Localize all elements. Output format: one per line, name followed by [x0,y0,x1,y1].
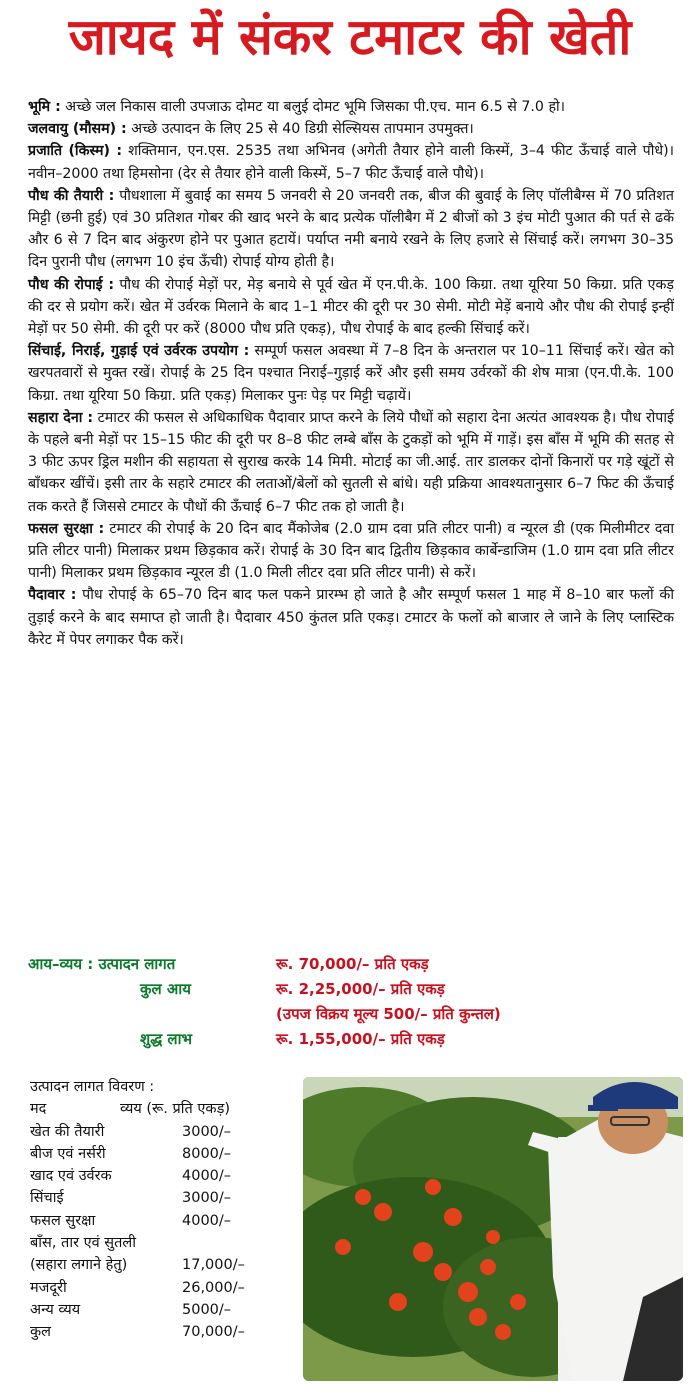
farmer-tomato-photo [303,1077,683,1381]
section-text: टमाटर की फसल से अधिकाधिक पैदावार प्राप्त करने के लिये पौधों को सहारा देना अत्यंत आवश्यक है। पौध रोपाई के पहले बनी मेड़ों पर 15–15 फीट की दूरी पर 8–8 फीट लम्बे बाँस के टुकड़ों को भूमि में गाड़ें। इस बाँस में भूमि की सतह से 3 फीट ऊपर ड्रिल मशीन की सहायता से सुराख करके 14 मिमी. मोटाई का जी.आई. तार डालकर दोनों किनारों पर गड़े खूंटों से बाँधकर खींचें। इसी तार के सहारे टमाटर की लताओं/बेलों को सुतली से बांधे। यही प्रक्रिया आवश्यतानुसार 6–7 फिट की ऊँचाई तक करते हैं जिससे टमाटर के पौधों की ऊँचाई 6–7 फीट तक हो जाती है। [28,409,675,515]
section-text: टमाटर की रोपाई के 20 दिन बाद मैंकोजेब (2.0 ग्राम दवा प्रति लीटर पानी) व न्यूरल डी (एक मिलीमीटर दवा प्रति लीटर पानी) मिलाकर प्रथम छिड़काव करें। रोपाई के 30 दिन बाद द्वितीय छिड़काव कार्बेन्डाजिम (1.0 ग्राम दवा प्रति लीटर पानी) मिलाकर प्रथम छिड़काव न्यूरल डी (1.0 मिली लीटर दवा प्रति लीटर पानी) से करें। [28,520,674,582]
section-text: शक्तिमान, एन.एस. 2535 तथा अभिनव (अगेती तैयार होने वाली किस्में, 3–4 फीट ऊँचाई वाले पौधे)। नवीन–2000 तथा हिमसोना (देर से तैयार होने वाली किस्में, 5–7 फीट ऊँचाई वाले पौधे)। [28,143,675,182]
cost-value [230,1232,300,1254]
finance-label: शुद्ध लाभ [140,1030,193,1048]
table-row [30,1277,300,1299]
section-text: पौध की रोपाई मेड़ों पर, मेड़ बनाये से पूर्व खेत में एन.पी.के. 100 किग्रा. तथा यूरिया 50 किग्रा. प्रति एकड़ की दर से प्रयोग करें। खेत में उर्वरक मिलाने के बाद 1–1 मीटर की दूरी पर 30 सेमी. मोटी मेड़ें बनाये और पौध की रोपाई इन्हीं मेड़ों पर 50 सेमी. की दूरी पर करें (8000 पौध प्रति एकड़), पौध रोपाई के बाद हल्की सिंचाई करें। [28,276,674,338]
section-irrigation [28,340,674,407]
cost-item: खेत की तैयारी [30,1123,105,1140]
finance-row [28,1027,668,1052]
section-heading: फसल सुरक्षा : [28,520,105,537]
cost-value: 17,000/– [182,1257,245,1274]
column-header-cost: व्यय (रू. प्रति एकड़) [120,1101,230,1118]
section-variety [28,140,674,184]
cost-item: सिंचाई [30,1190,64,1207]
cost-value: 3000/– [182,1190,232,1207]
section-heading: पौध की तैयारी : [28,187,115,204]
section-protection [28,518,674,585]
table-row [30,1299,300,1321]
page-title: जायद में संकर टमाटर की खेती [68,8,632,66]
section-soil [28,96,674,118]
article-body [28,96,674,651]
section-text: पौधशाला में बुवाई का समय 5 जनवरी से 20 जनवरी तक, बीज की बुवाई के लिए पॉलीबैग्स में 70 प्रतिशत मिट्टी (छनी हुई) एवं 30 प्रतिशत गोबर की खाद भरने के बाद प्रत्येक पॉलीबैग में 2 बीजों को 3 इंच मोटी पुआत की पर्त से ढकें और 6 से 7 दिन बाद अंकुरण होने पर पुआत हटायें। पर्याप्त नमी बनाये रखने के लिए हजारे से सिंचाई करें। लगभग 30–35 दिन पुरानी पौध (लगभग 10 इंच ऊँची) रोपाई योग्य होती है। [28,187,675,271]
table-row [30,1143,300,1165]
section-support [28,407,674,518]
section-yield [28,584,674,651]
section-heading: जलवायु (मौसम) : [28,121,127,138]
cost-item: (सहारा लगाने हेतु) [30,1257,128,1274]
table-row [30,1254,300,1276]
cost-value: 4000/– [182,1168,232,1185]
section-text: अच्छे उत्पादन के लिए 25 से 40 डिग्री सेल्सियस तापमान उपमुक्त। [131,121,474,138]
finance-value: रू. 2,25,000/– प्रति एकड़ [276,980,445,998]
section-heading: सिंचाई, निराई, गुड़ाई एवं उर्वरक उपयोग : [28,343,250,360]
cost-item: अन्य व्यय [30,1301,81,1318]
table-row [30,1232,300,1254]
cost-item: कुल [30,1324,51,1341]
cost-item: बीज एवं नर्सरी [30,1145,106,1162]
table-row [30,1210,300,1232]
finance-label: कुल आय [140,980,191,998]
section-transplanting [28,274,674,341]
cost-value: 5000/– [182,1301,232,1318]
cost-table-header-row [30,1098,300,1120]
finance-label: आय–व्यय : उत्पादन लागत [28,955,176,973]
cost-item: बाँस, तार एवं सुतली [30,1235,136,1252]
section-text: सम्पूर्ण फसल अवस्था में 7–8 दिन के अन्तराल पर 10–11 सिंचाई करें। खेत को खरपतवारों से मुक्त रखें। रोपाई के 25 दिन पश्चात निराई–गुड़ाई करें और इसी समय उर्वरकों की शेष मात्रा (एन.पी.के. 100 किग्रा. तथा यूरिया 50 किग्रा. प्रति एकड़) मिलाकर पुनः पेड़ पर मिट्टी चढ़ायें। [28,343,674,404]
finance-row [28,952,668,977]
cost-breakdown-table [30,1076,300,1344]
section-heading: प्रजाति (किस्म) : [28,143,123,160]
finance-label [28,1002,276,1027]
photo-illustration [303,1077,683,1381]
section-heading: सहारा देना : [28,409,94,426]
cost-item: फसल सुरक्षा [30,1212,96,1229]
table-row [30,1187,300,1209]
section-text: पौध रोपाई के 65–70 दिन बाद फल पकने प्रारम्भ हो जाते है और सम्पूर्ण फसल 1 माह में 8–10 बार फलों की तुड़ाई करने के बाद समाप्त हो जाती है। पैदावार 450 कुंतल प्रति एकड़। टमाटर के फलों को बाजार ले जाने के लिए प्लास्टिक कैरेट में पेपर लगाकर पैक करें। [28,587,675,648]
cost-value: 70,000/– [182,1324,245,1341]
cost-value: 3000/– [182,1123,232,1140]
finance-value: रू. 70,000/– प्रति एकड़ [276,955,429,973]
section-heading: भूमि : [28,99,61,115]
section-text: अच्छे जल निकास वाली उपजाऊ दोमट या बलुई दोमट भूमि जिसका पी.एच. मान 6.5 से 7.0 हो। [65,99,566,115]
finance-row [28,1002,668,1027]
cost-table-heading: उत्पादन लागत विवरण : [30,1079,155,1095]
section-heading: पैदावार : [28,587,77,604]
finance-value: (उपज विक्रय मूल्य 500/– प्रति कुन्तल) [276,1005,501,1023]
table-row [30,1165,300,1187]
cost-value: 4000/– [182,1212,232,1229]
section-nursery [28,185,674,274]
finance-value: रू. 1,55,000/– प्रति एकड़ [276,1030,445,1048]
cost-value: 8000/– [182,1145,232,1162]
cost-item: मजदूरी [30,1279,67,1296]
finance-row [28,977,668,1002]
section-heading: पौध की रोपाई : [28,276,115,293]
section-climate [28,118,674,140]
table-row [30,1121,300,1143]
table-row [30,1321,300,1343]
cost-value: 26,000/– [182,1279,245,1296]
column-header-item: मद [30,1101,47,1118]
cost-item: खाद एवं उर्वरक [30,1168,112,1185]
income-expense-summary [28,952,668,1052]
